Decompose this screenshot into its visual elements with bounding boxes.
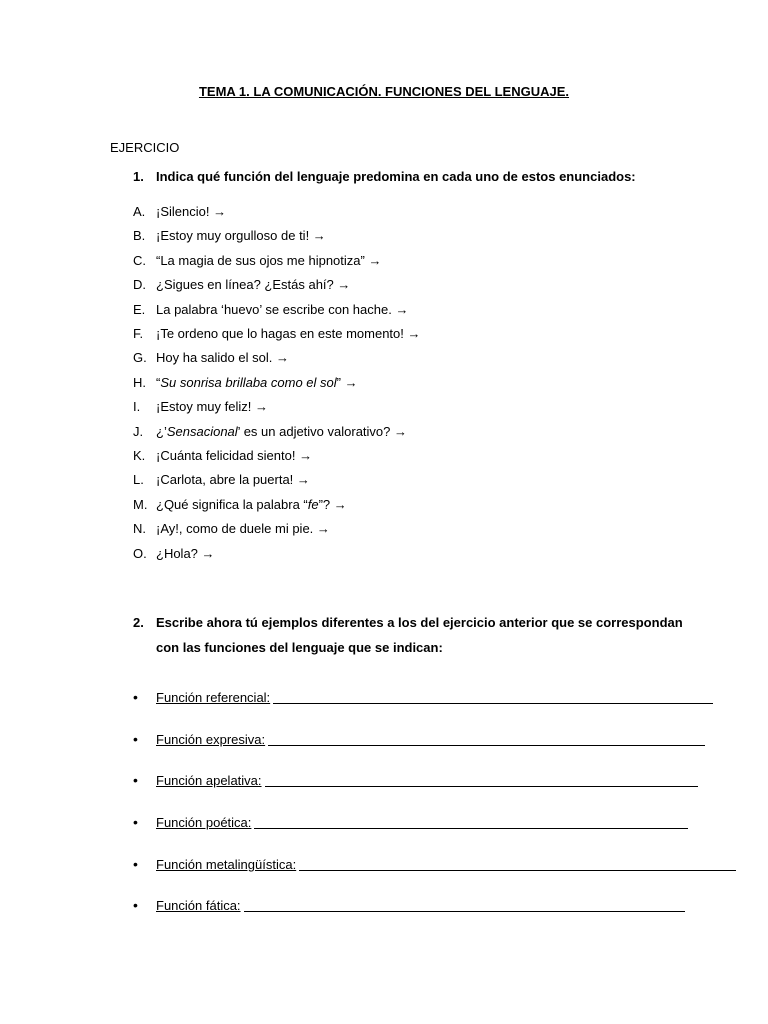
function-label: Función expresiva: — [156, 732, 266, 747]
list-item-letter: O. — [133, 545, 147, 561]
list-item-letter: B. — [133, 228, 146, 244]
question-2-line-2: con las funciones del lenguaje que se indican: — [156, 640, 443, 655]
bullet-icon: • — [133, 731, 138, 747]
answer-line[interactable] — [244, 911, 685, 912]
list-item-letter: M. — [133, 496, 148, 512]
list-item-text: Hoy ha salido el sol. → — [156, 350, 289, 366]
bullet-icon: • — [133, 814, 138, 830]
bullet-icon: • — [133, 856, 138, 872]
function-row — [133, 898, 685, 916]
list-item-letter: H. — [133, 374, 146, 390]
page-title: TEMA 1. LA COMUNICACIÓN. FUNCIONES DEL LENGUAJE. — [198, 84, 570, 99]
list-item-text: ¿Sigues en línea? ¿Estás ahí? → — [156, 277, 351, 293]
function-label: Función fática: — [156, 898, 241, 913]
list-item-text: ¡Estoy muy orgulloso de ti! → — [156, 228, 326, 244]
answer-line[interactable] — [254, 828, 688, 829]
list-item-text: ¡Ay!, como de duele mi pie. → — [156, 521, 330, 537]
bullet-icon: • — [133, 689, 138, 705]
list-item-letter: A. — [133, 204, 146, 219]
list-item-letter: N. — [133, 521, 146, 537]
list-item-text: ¡Te ordeno que lo hagas en este momento! → — [156, 326, 421, 341]
question-1-number: 1. — [133, 169, 144, 184]
list-item-letter: G. — [133, 350, 147, 366]
list-item-letter: C. — [133, 252, 146, 268]
function-label: Función referencial: — [156, 690, 271, 705]
list-item-text: “La magia de sus ojos me hipnotiza” → — [156, 252, 382, 268]
list-item-text: ¿Qué significa la palabra “fe”? → — [156, 496, 347, 512]
list-item-text: ¡Cuánta felicidad siento! → — [156, 448, 313, 463]
function-row — [133, 815, 688, 833]
answer-line[interactable] — [268, 745, 705, 746]
list-item-text: ¿’Sensacional’ es un adjetivo valorativo? → — [156, 423, 408, 439]
list-item-text: ¿Hola? → — [156, 545, 215, 561]
function-row — [133, 690, 713, 708]
list-item-letter: L. — [133, 472, 144, 488]
function-label: Función apelativa: — [156, 773, 262, 788]
list-item-letter: K. — [133, 448, 146, 463]
list-item-letter: F. — [133, 326, 144, 341]
function-row — [133, 732, 705, 750]
function-row — [133, 773, 698, 791]
list-item-letter: I. — [133, 399, 141, 415]
question-2-line-1: Escribe ahora tú ejemplos diferentes a los del ejercicio anterior que se correspondan — [156, 615, 683, 630]
bullet-icon: • — [133, 772, 138, 788]
list-item-text: La palabra ‘huevo’ se escribe con hache. → — [156, 301, 409, 317]
answer-line[interactable] — [265, 786, 698, 787]
bullet-icon: • — [133, 897, 138, 913]
section-label: EJERCICIO — [110, 140, 180, 155]
answer-line[interactable] — [273, 703, 713, 704]
list-item-letter: D. — [133, 277, 146, 293]
question-2-number: 2. — [133, 615, 144, 630]
question-1-text: Indica qué función del lenguaje predomina en cada uno de estos enunciados: — [156, 169, 636, 184]
list-item-letter: E. — [133, 301, 146, 317]
list-item-text: ¡Estoy muy feliz! → — [156, 399, 268, 415]
function-label: Función metalingüística: — [156, 857, 297, 872]
answer-line[interactable] — [299, 870, 736, 871]
list-item-text: ¡Carlota, abre la puerta! → — [156, 472, 310, 488]
list-item-text: ¡Silencio! → — [156, 204, 227, 219]
function-label: Función poética: — [156, 815, 252, 830]
list-item-letter: J. — [133, 423, 144, 439]
list-item-text: “Su sonrisa brillaba como el sol” → — [156, 374, 358, 390]
function-row — [133, 857, 736, 875]
